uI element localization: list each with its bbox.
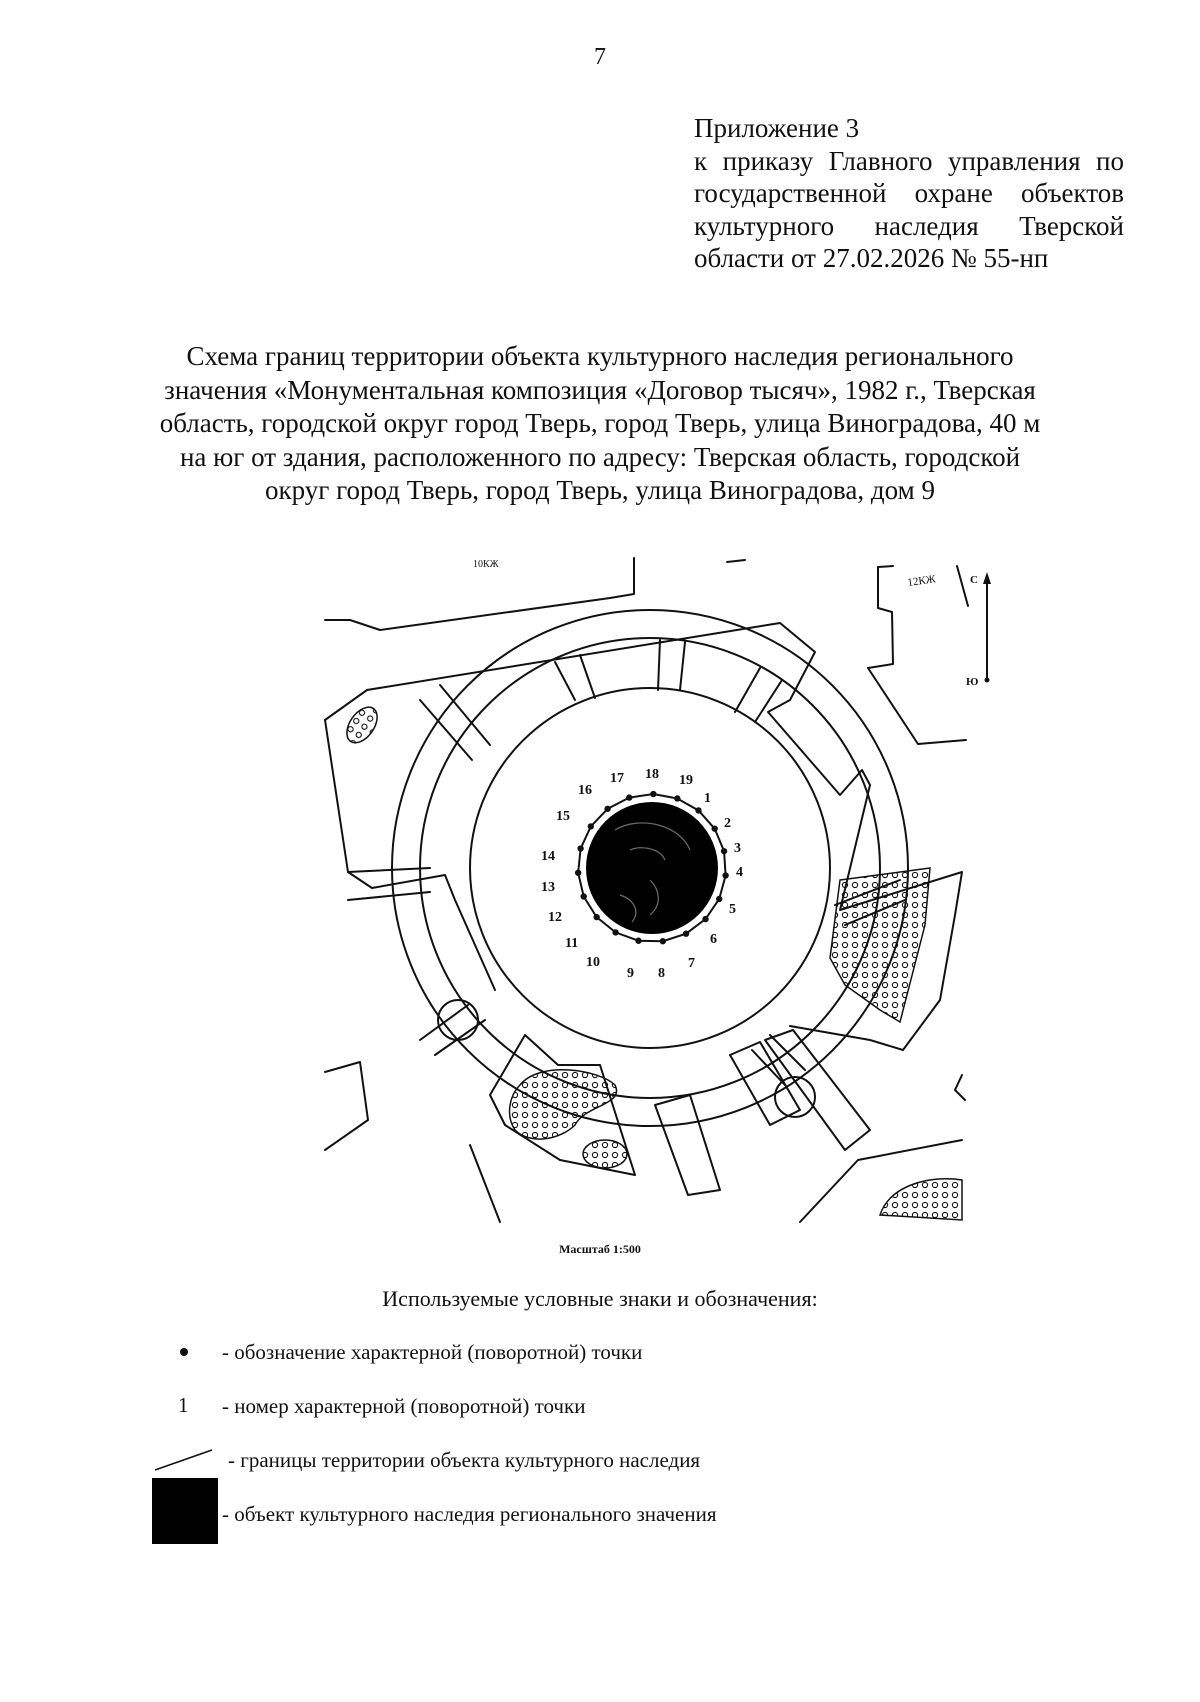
turning-point (722, 872, 728, 878)
point-label: 8 (658, 966, 665, 981)
point-label: 1 (704, 791, 711, 806)
appendix-line: к приказу Главного управления по (694, 145, 1124, 176)
vegetation-patch (510, 1070, 617, 1139)
radial-alley (420, 685, 490, 760)
legend-item: - номер характерной (поворотной) точки (222, 1394, 586, 1418)
street-line (955, 1075, 965, 1100)
point-label: 4 (736, 865, 743, 880)
street-line (957, 566, 968, 606)
turning-point (626, 794, 632, 800)
vegetation-patch (341, 702, 384, 749)
monument-object (586, 802, 718, 934)
appendix-line: области от 27.02.2026 № 55-нп (694, 243, 1049, 273)
building-outline-right (878, 566, 893, 567)
turning-point (604, 806, 610, 812)
turning-point (674, 795, 680, 801)
north-arrow-icon (966, 572, 991, 688)
point-label: 2 (724, 816, 731, 831)
turning-point (593, 914, 599, 920)
appendix-line: культурного наследия Тверской (694, 210, 1124, 241)
appendix-line: государственной охране объектов (694, 178, 1124, 208)
street-line (325, 1062, 368, 1150)
turning-point (660, 938, 666, 944)
point-label: 17 (610, 771, 624, 786)
point-label: 16 (578, 783, 592, 798)
vegetation-patch (880, 1179, 962, 1220)
legend-symbol-number: 1 (178, 1393, 189, 1417)
turning-point-symbol (180, 1348, 188, 1356)
turning-point (683, 931, 689, 937)
legend-item: - границы территории объекта культурного наследия (228, 1448, 701, 1472)
street-line (470, 1145, 500, 1222)
vegetation-patch (583, 1140, 627, 1168)
vegetation-patch (830, 868, 930, 1022)
turning-point (695, 807, 701, 813)
point-label: 19 (679, 773, 693, 788)
turning-point (577, 845, 583, 851)
side-circle (438, 1000, 478, 1040)
heritage-object-symbol (152, 1478, 218, 1544)
point-label: 14 (541, 849, 555, 864)
title-line: область, городской округ город Тверь, город Тверь, улица Виноградова, 40 м (159, 408, 1041, 438)
building-label: 10КЖ (473, 559, 499, 570)
legend-item: - обозначение характерной (поворотной) точки (222, 1340, 643, 1364)
turning-point (612, 929, 618, 935)
point-label: 10 (586, 955, 600, 970)
title-line: на юг от здания, расположенного по адресу: Тверская область, городской (179, 441, 1021, 472)
turning-point (650, 791, 656, 797)
point-label: 6 (710, 932, 717, 947)
point-label: 11 (565, 936, 579, 951)
point-label: 13 (541, 880, 555, 895)
title-line: Схема границ территории объекта культурного наследия регионального (186, 341, 1014, 371)
title-line: округ город Тверь, город Тверь, улица Виноградова, дом 9 (265, 475, 935, 505)
point-label: 18 (645, 767, 659, 782)
page-number: 7 (594, 44, 606, 70)
turning-point (721, 848, 727, 854)
turning-point (635, 938, 641, 944)
radial-alley (555, 655, 595, 700)
building-outline-right (868, 567, 966, 744)
point-label: 3 (734, 841, 741, 856)
street-line (727, 560, 745, 562)
point-label: 12 (548, 910, 562, 925)
side-circle (775, 1077, 815, 1117)
point-label: 5 (729, 902, 736, 917)
turning-point (716, 896, 722, 902)
building-label: 12КЖ (906, 573, 937, 589)
south-label: Ю (966, 676, 979, 688)
turning-point (711, 825, 717, 831)
legend-item: - объект культурного наследия регионального значения (222, 1502, 717, 1526)
point-label: 7 (688, 956, 695, 971)
legend-title: Используемые условные знаки и обозначения: (382, 1286, 818, 1311)
point-label: 9 (627, 966, 634, 981)
turning-point (702, 916, 708, 922)
north-label: С (970, 574, 978, 586)
turning-point (580, 893, 586, 899)
flower-bed (655, 1095, 720, 1195)
appendix-line: Приложение 3 (694, 113, 860, 143)
turning-point (575, 870, 581, 876)
boundary-line-symbol (155, 1450, 212, 1470)
title-line: значения «Монументальная композиция «Договор тысяч», 1982 г., Тверская (164, 374, 1036, 405)
turning-point (588, 823, 594, 829)
point-label: 15 (556, 809, 570, 824)
map-scale: Масштаб 1:500 (559, 1242, 641, 1256)
radial-alley (658, 640, 685, 690)
